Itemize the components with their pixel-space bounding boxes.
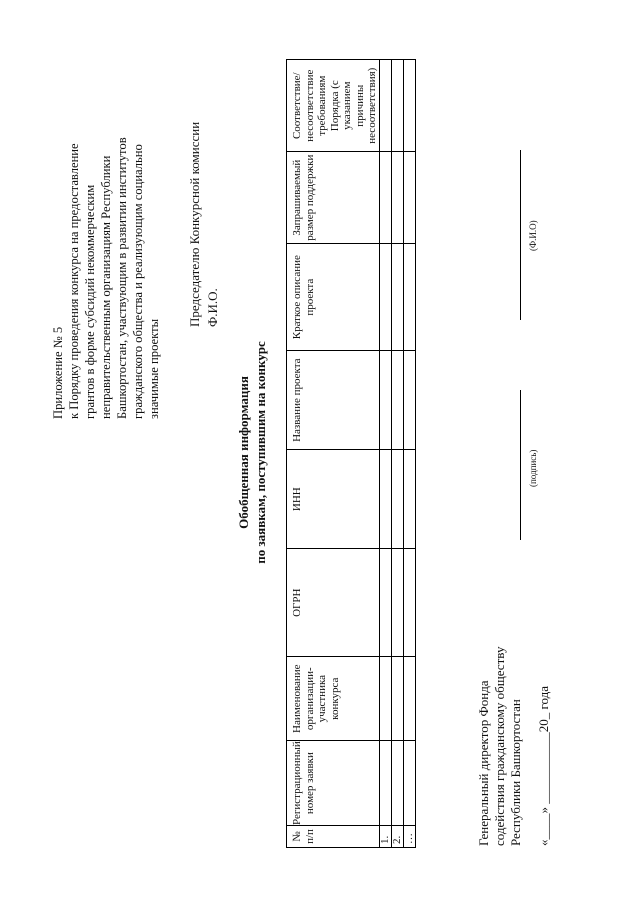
- table-cell: [403, 152, 415, 244]
- table-cell: [379, 244, 391, 351]
- table-cell: [391, 741, 403, 826]
- table-cell: [403, 244, 415, 351]
- column-header: ОГРН: [287, 549, 380, 657]
- document-title: Обобщенная информация: [236, 376, 251, 529]
- annex-block: [50, 19, 162, 419]
- director-line: Республики Башкортостан: [508, 699, 523, 846]
- director-block: [476, 647, 524, 846]
- addressee-title: Председателю Конкурсной комиссии: [187, 121, 202, 327]
- annex-line: значимые проекты: [147, 318, 161, 419]
- addressee-name: Ф.И.О.: [205, 288, 220, 327]
- table-cell: [379, 351, 391, 450]
- name-line: [520, 150, 521, 320]
- annex-line: грантов в форме субсидий некоммерческим: [83, 184, 97, 419]
- document-subtitle: по заявкам, поступившим на конкурс: [253, 341, 268, 564]
- annex-line: неправительственным организациям Республики: [99, 155, 113, 419]
- annex-line: Приложение № 5: [51, 326, 65, 419]
- director-line: Генеральный директор Фонда: [476, 680, 491, 846]
- table-cell: [403, 450, 415, 549]
- table-cell: [391, 60, 403, 152]
- table-row: [391, 60, 403, 848]
- table-cell: [403, 549, 415, 657]
- table-cell: [403, 657, 415, 741]
- table-row: [379, 60, 391, 848]
- table-cell: [391, 152, 403, 244]
- annex-line: Башкортостан, участвующим в развитии институтов: [115, 137, 129, 419]
- table-cell: [391, 351, 403, 450]
- table-cell: [403, 351, 415, 450]
- table-cell: [379, 657, 391, 741]
- column-header: Название проекта: [287, 351, 380, 450]
- table-cell: [391, 244, 403, 351]
- row-number: …: [403, 826, 415, 848]
- table-row: [403, 60, 415, 848]
- table-cell: [391, 657, 403, 741]
- table-cell: [403, 60, 415, 152]
- column-header: Соответствие/ несоответствие требованиям Порядка (с указанием причины несоответствия): [287, 60, 380, 152]
- table-cell: [379, 549, 391, 657]
- signature-line: [520, 390, 521, 540]
- table-cell: [379, 60, 391, 152]
- table-cell: [391, 549, 403, 657]
- annex-line: гражданского общества и реализующим социально: [131, 144, 145, 419]
- row-number: 2.: [391, 826, 403, 848]
- date-line: «____» ___________20_ года: [536, 685, 551, 846]
- column-header: Регистрационный номер заявки: [287, 741, 380, 826]
- column-header: ИНН: [287, 450, 380, 549]
- table-cell: [391, 450, 403, 549]
- table-header-row: [287, 60, 380, 848]
- signature-caption: (подпись): [528, 449, 538, 487]
- column-header: № п/п: [287, 826, 380, 848]
- annex-line: к Порядку проведения конкурса на предоставление: [67, 143, 81, 419]
- applications-table: [286, 59, 416, 848]
- table-cell: [403, 741, 415, 826]
- addressee-block: [186, 122, 222, 327]
- table-cell: [379, 741, 391, 826]
- column-header: Наименование организации-участника конкурса: [287, 657, 380, 741]
- row-number: 1.: [379, 826, 391, 848]
- column-header: Краткое описание проекта: [287, 244, 380, 351]
- director-line: содействия гражданскому обществу: [492, 646, 507, 846]
- column-header: Запрашиваемый размер поддержки: [287, 152, 380, 244]
- table-cell: [379, 450, 391, 549]
- table-cell: [379, 152, 391, 244]
- name-caption: (Ф.И.О): [528, 220, 538, 251]
